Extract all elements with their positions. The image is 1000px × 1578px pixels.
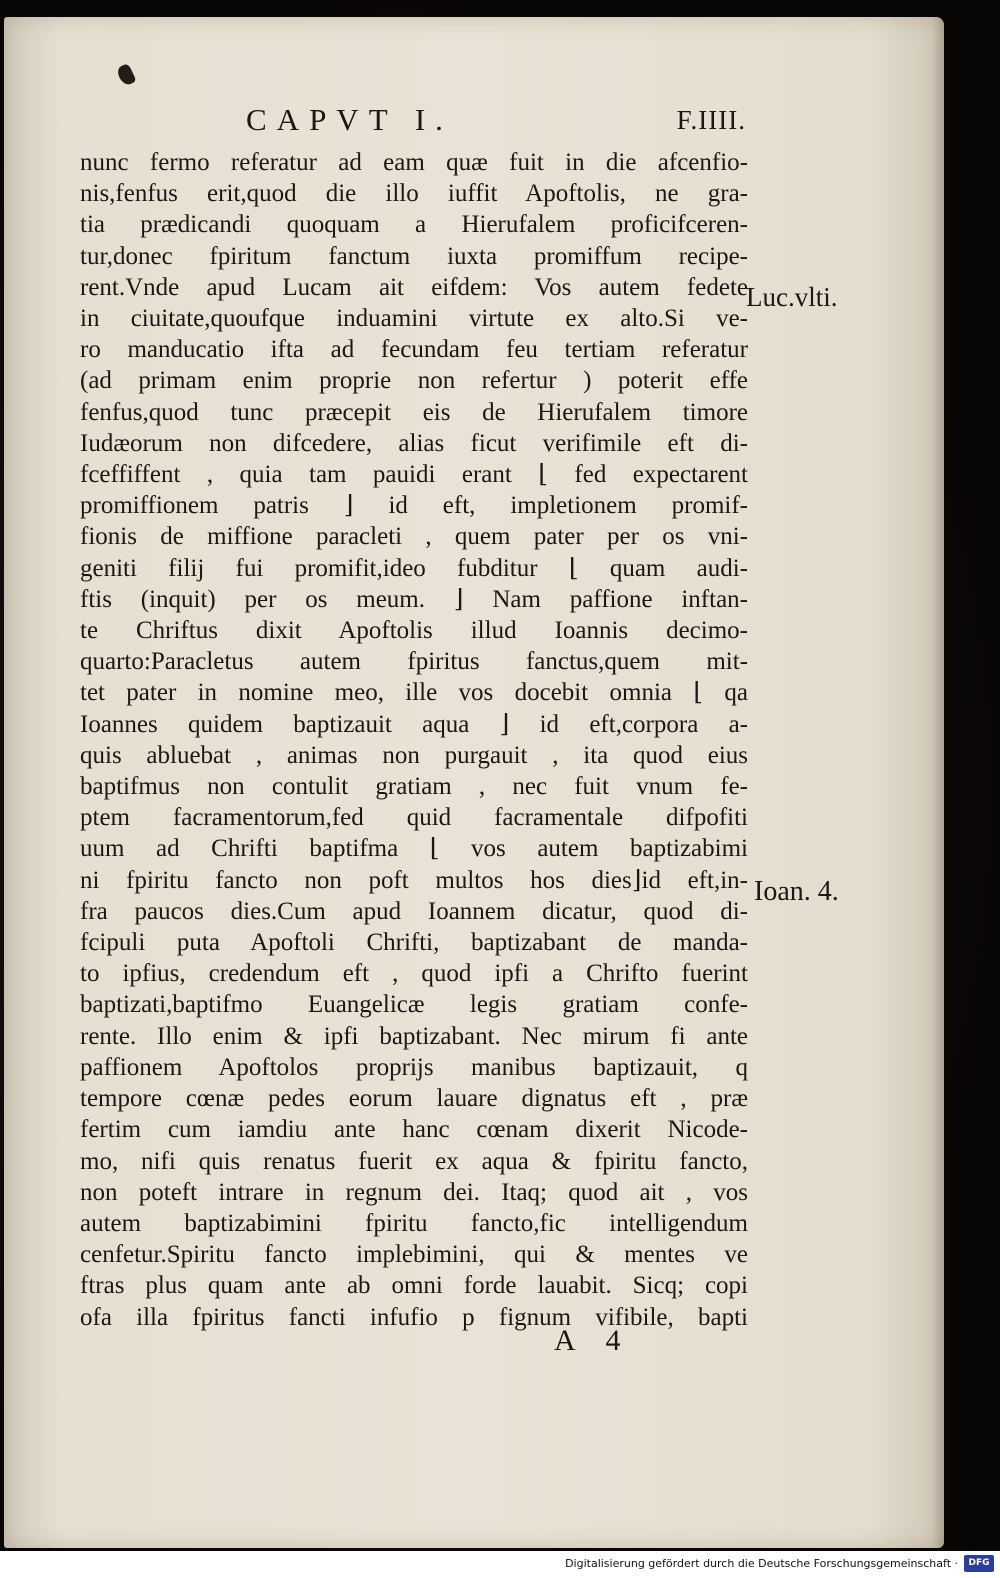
text-line: geniti filij fui promifit,ideo fubditur ⌊ quam audi- [80,554,748,582]
margin-note-john: Ioan. 4. [754,876,839,907]
text-line: ni fpiritu fancto non poft multos hos dies⌋id eft,in- [80,866,748,894]
margin-note-luke: Luc.vlti. [746,282,838,312]
text-line: mo, nifi quis renatus fuerit ex aqua & fpiritu fancto, [80,1147,748,1175]
text-line: promiffionem patris ⌋ id eft, impletionem promif- [80,492,748,520]
text-line: non poteft intrare in regnum dei. Itaq; quod ait , vos [80,1178,748,1206]
text-line: ftis (inquit) per os meum. ⌋ Nam paffione inftan- [80,585,748,613]
text-line: tet pater in nomine meo, ille vos docebit omnia ⌊ qa [80,679,748,707]
text-line: ofa illa fpiritus fancti infufio p fignum vifibile, bapti [80,1303,748,1331]
text-line: rente. Illo enim & ipfi baptizabant. Nec mirum fi ante [80,1022,748,1050]
signature-mark: A 4 [554,1324,633,1357]
text-line: fenfus,quod tunc præcepit eis de Hierufalem timore [80,398,748,426]
text-line: te Chriftus dixit Apoftolis illud Ioannis decimo- [80,617,748,645]
text-line: baptifmus non contulit gratiam , nec fuit vnum fe- [80,773,748,801]
text-line: ftras plus quam ante ab omni forde lauabit. Sicq; copi [80,1272,748,1300]
text-line: tempore cœnæ pedes eorum lauare dignatus eft , præ [80,1085,748,1113]
body-text [80,147,748,1333]
text-line: tur,donec fpiritum fanctum iuxta promiffum recipe- [80,242,748,270]
dfg-logo: DFG [964,1555,994,1572]
text-line: tia prædicandi quoquam a Hierufalem proficifceren- [80,211,748,239]
text-line: fceffiffent , quia tam pauidi erant ⌊ fed expectarent [80,461,748,489]
text-line: cenfetur.Spiritu fancto implebimini, qui & mentes ve [80,1241,748,1269]
footer-credit: Digitalisierung gefördert durch die Deutsche Forschungsgemeinschaft · [565,1557,958,1570]
text-line: quarto:Paracletus autem fpiritus fanctus,quem mit- [80,648,748,676]
text-line: nunc fermo referatur ad eam quæ fuit in die afcenfio- [80,149,748,176]
text-line: nis,fenfus erit,quod die illo iuffit Apoftolis, ne gra- [80,180,748,208]
text-line: fionis de miffione paracleti , quem pater per os vni- [80,523,748,551]
text-line: ptem facramentorum,fed quid facramentale difpofiti [80,804,748,832]
text-line: rent.Vnde apud Lucam ait eifdem: Vos autem fedete [80,273,748,301]
book-page [4,17,944,1548]
text-line: fra paucos dies.Cum apud Ioannem dicatur, quod di- [80,897,748,925]
text-line: Iudæorum non difcedere, alias ficut verifimile eft di- [80,429,748,457]
ink-blot-mark [115,63,136,87]
text-line: fcipuli puta Apoftoli Chrifti, baptizabant de manda- [80,929,748,957]
folio-number: F.IIII. [676,105,746,135]
text-line: paffionem Apoftolos proprijs manibus baptizauit, q [80,1053,748,1081]
text-line: autem baptizabimini fpiritu fancto,fic intelligendum [80,1209,748,1237]
text-line: ro manducatio ifta ad fecundam feu tertiam referatur [80,336,748,364]
page-edge-shadow [932,17,944,1548]
text-line: in ciuitate,quoufque induamini virtute ex alto.Si ve- [80,305,748,333]
running-head [246,102,746,146]
text-line: fertim cum iamdiu ante hanc cœnam dixerit Nicode- [80,1116,748,1144]
text-line: Ioannes quidem baptizauit aqua ⌋ id eft,corpora a- [80,710,748,738]
text-line: to ipfius, credendum eft , quod ipfi a Chrifto fuerint [80,960,748,988]
digitization-footer [0,1551,1000,1578]
text-line: uum ad Chrifti baptifma ⌊ vos autem baptizabimi [80,835,748,863]
text-line: quis abluebat , animas non purgauit , ita quod eius [80,741,748,769]
text-line: baptizati,baptifmo Euangelicæ legis gratiam confe- [80,991,748,1019]
text-line: (ad primam enim proprie non refertur ) poterit effe [80,367,748,395]
chapter-title: CAPVT I. [246,102,453,137]
